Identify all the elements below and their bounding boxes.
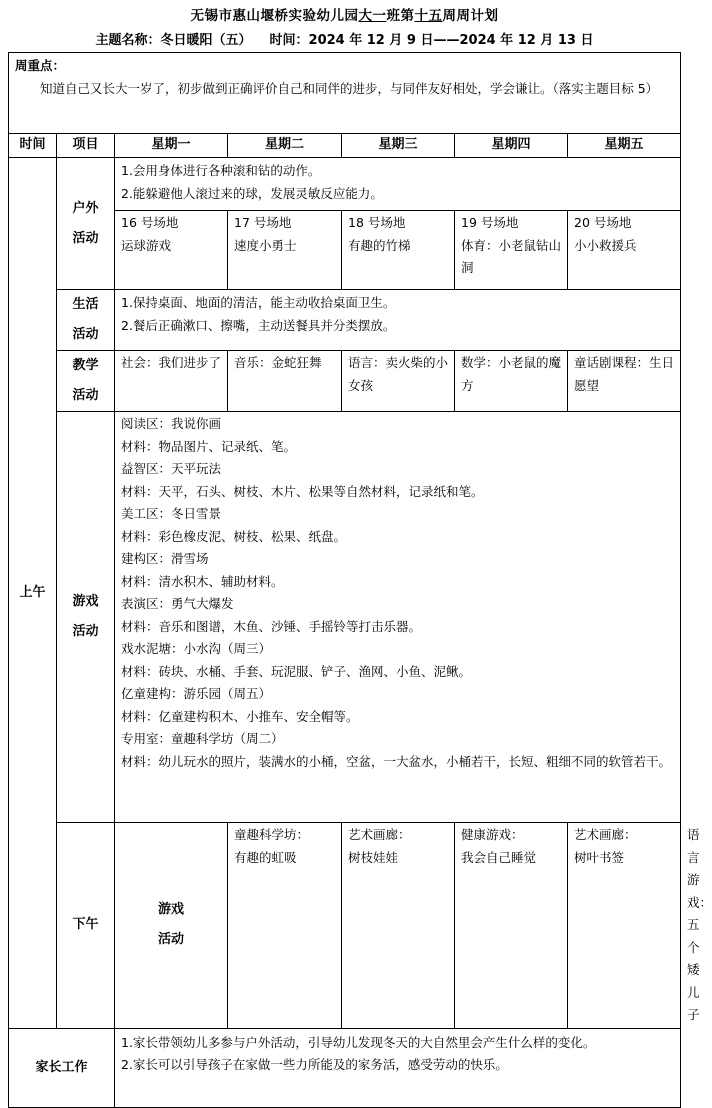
games-label-2: 活动 bbox=[72, 624, 99, 639]
subtitle bbox=[0, 29, 689, 48]
pm-wed-type: 健康游戏： bbox=[461, 827, 524, 842]
title-end: 周周计划 bbox=[442, 8, 499, 24]
outdoor-thu-activity: 体育：小老鼠钻山洞 bbox=[461, 237, 562, 275]
title-week: 十五 bbox=[414, 8, 443, 24]
teaching-label-1: 教学 bbox=[72, 358, 99, 373]
outdoor-fri bbox=[568, 211, 681, 290]
games-label bbox=[57, 412, 115, 823]
pm-games-label-1: 游戏 bbox=[157, 902, 184, 918]
teaching-thu: 数学：小老鼠的魔方 bbox=[455, 351, 568, 412]
games-line-6: 材料：彩色橡皮泥、树枝、松果、纸盘。 bbox=[121, 528, 347, 544]
teaching-tue: 音乐：金蛇狂舞 bbox=[228, 351, 342, 412]
pm-mon-type: 童趣科学坊： bbox=[234, 827, 310, 842]
outdoor-label-2: 活动 bbox=[72, 230, 99, 246]
pm-tue-activity: 树枝娃娃 bbox=[348, 849, 399, 865]
focus-text: 知道自己又长大一岁了，初步做到正确评价自己和同伴的进步，与同伴友好相处，学会谦让。（落实主题目标 5） bbox=[40, 80, 659, 96]
pm-mon bbox=[228, 823, 342, 1029]
games-line-11: 戏水泥塘：小水沟（周三） bbox=[121, 641, 272, 656]
games-line-1: 阅读区：我说你画 bbox=[121, 416, 222, 431]
games-content bbox=[115, 412, 681, 823]
games-line-14: 材料：亿童建构积木、小推车、安全帽等。 bbox=[121, 708, 359, 724]
outdoor-goal-2: 2.能躲避他人滚过来的球，发展灵敏反应能力。 bbox=[121, 185, 383, 201]
games-line-2: 材料：物品图片、记录纸、笔。 bbox=[121, 438, 297, 454]
games-line-15: 专用室：童趣科学坊（周二） bbox=[121, 731, 284, 746]
life-items bbox=[115, 290, 681, 351]
life-label bbox=[57, 290, 115, 351]
pm-tue bbox=[342, 823, 455, 1029]
outdoor-thu-field: 19 号场地 bbox=[461, 215, 519, 230]
teaching-wed: 语言：卖火柴的小女孩 bbox=[342, 351, 455, 412]
pm-wed bbox=[455, 823, 568, 1029]
outdoor-wed-activity: 有趣的竹梯 bbox=[348, 237, 411, 253]
col-fri: 星期五 bbox=[568, 134, 681, 158]
weekly-plan-table: 周重点： 知道自己又长大一岁了，初步做到正确评价自己和同伴的进步，与同伴友好相处，学会谦让。（落实主题目标 5） 时间 项目 星期一 星期二 星期三 星期四 星期五 上午 户外 活动 1.会用身体进行各种滚和钻的动作。 2.能躲避他人滚过来的球，发展灵敏反应能力。 16 号场地 运球游戏 17 号场地 速度小勇士 18 号场地 有趣的竹梯 19 号场地 体育：小老鼠钻山洞 20 号场地 小小救援兵 生活 活动 1.保持桌面、地面的清洁，能主动收拾桌面卫生。 2.餐后正确漱口、擦嘴，主动送餐具并分类摆放。 教学 活动 社会：我们进步了 音乐：金蛇狂舞 语言：卖火柴的小女孩 数学：小老鼠的魔方 童话剧课程：生日愿望 游戏 活动 阅读区：我说你画 材料：物品图片、记录纸、笔。 益智区：天平玩法 材料：天平，石头、树枝、木片、松果等自然材料，记录纸和笔。 美工区：冬日雪景 材料：彩色橡皮泥、树枝、松果、纸盘。 建构区：滑雪场 材料：清水积木、辅助材料。 表演区：勇气大爆发 材料：音乐和图谱，木鱼、沙锤、手摇铃等打击乐器。 戏水泥塘：小水沟（周三） 材料：砖块、水桶、手套、玩泥服、铲子、渔网、小鱼、泥鳅。 亿童建构：游乐园（周五） 材料：亿童建构积木、小推车、安全帽等。 专用室：童趣科学坊（周二） 材料：幼儿玩水的照片，装满水的小桶，空盆，一大盆水，小桶若干，长短、粗细不同的软管若干。 下午 游戏 活动 童趣科学坊： 有趣的虹吸 艺术画廊： 树枝娃娃 健康游戏： 我会自己睡觉 艺术画廊： 树叶书签 语言游戏： 五个矮儿子 家长工作 1.家长带领幼儿多参与户外活动，引导幼儿发现冬天的大自然里会产生什么样的变化。 2.家长可以引导孩子在家做一些力所能及的家务活，感受劳动的快乐。 bbox=[8, 52, 681, 1108]
parents-item-1: 1.家长带领幼儿多参与户外活动，引导幼儿发现冬天的大自然里会产生什么样的变化。 bbox=[121, 1034, 596, 1050]
pm-thu bbox=[568, 823, 681, 1029]
games-line-8: 材料：清水积木、辅助材料。 bbox=[121, 573, 284, 589]
page-title bbox=[0, 4, 689, 24]
col-wed: 星期三 bbox=[342, 134, 455, 158]
games-label-1: 游戏 bbox=[72, 594, 99, 609]
outdoor-fri-activity: 小小救援兵 bbox=[574, 237, 637, 253]
afternoon-label: 下午 bbox=[57, 823, 115, 1029]
outdoor-goals bbox=[115, 158, 681, 211]
outdoor-tue-activity: 速度小勇士 bbox=[234, 237, 297, 253]
outdoor-mon bbox=[115, 211, 228, 290]
col-item: 项目 bbox=[57, 134, 115, 158]
games-line-7: 建构区：滑雪场 bbox=[121, 551, 209, 566]
pm-thu-activity: 树叶书签 bbox=[574, 849, 625, 865]
games-line-3: 益智区：天平玩法 bbox=[121, 461, 222, 476]
games-line-5: 美工区：冬日雪景 bbox=[121, 506, 222, 521]
pm-tue-type: 艺术画廊： bbox=[348, 827, 411, 842]
col-mon: 星期一 bbox=[115, 134, 228, 158]
pm-games-label-2: 活动 bbox=[157, 932, 184, 948]
life-item-2: 2.餐后正确漱口、擦嘴，主动送餐具并分类摆放。 bbox=[121, 317, 396, 333]
parents-content bbox=[115, 1028, 681, 1107]
morning-label: 上午 bbox=[9, 158, 57, 1029]
title-class: 大一 bbox=[358, 8, 387, 24]
outdoor-tue-field: 17 号场地 bbox=[234, 215, 292, 230]
parents-label: 家长工作 bbox=[9, 1028, 115, 1107]
teaching-mon: 社会：我们进步了 bbox=[115, 351, 228, 412]
outdoor-goal-1: 1.会用身体进行各种滚和钻的动作。 bbox=[121, 163, 321, 178]
col-thu: 星期四 bbox=[455, 134, 568, 158]
outdoor-wed bbox=[342, 211, 455, 290]
life-label-2: 活动 bbox=[72, 327, 99, 342]
games-line-4: 材料：天平，石头、树枝、木片、松果等自然材料，记录纸和笔。 bbox=[121, 483, 484, 499]
outdoor-wed-field: 18 号场地 bbox=[348, 215, 406, 230]
teaching-label-2: 活动 bbox=[72, 388, 99, 403]
outdoor-label bbox=[57, 158, 115, 290]
focus-label: 周重点： bbox=[15, 58, 66, 73]
games-line-9: 表演区：勇气大爆发 bbox=[121, 596, 234, 611]
parents-item-2: 2.家长可以引导孩子在家做一些力所能及的家务活，感受劳动的快乐。 bbox=[121, 1057, 508, 1072]
col-tue: 星期二 bbox=[228, 134, 342, 158]
time-label: 时间：2024 年 12 月 9 日——2024 年 12 月 13 日 bbox=[269, 33, 594, 48]
games-line-13: 亿童建构：游乐园（周五） bbox=[121, 686, 272, 701]
teaching-fri: 童话剧课程：生日愿望 bbox=[568, 351, 681, 412]
life-item-1: 1.保持桌面、地面的清洁，能主动收拾桌面卫生。 bbox=[121, 295, 396, 310]
outdoor-mon-field: 16 号场地 bbox=[121, 215, 179, 230]
pm-wed-activity: 我会自己睡觉 bbox=[461, 849, 537, 865]
games-line-10: 材料：音乐和图谱，木鱼、沙锤、手摇铃等打击乐器。 bbox=[121, 618, 422, 634]
life-label-1: 生活 bbox=[72, 297, 99, 312]
games-line-12: 材料：砖块、水桶、手套、玩泥服、铲子、渔网、小鱼、泥鳅。 bbox=[121, 663, 472, 679]
outdoor-label-1: 户外 bbox=[72, 200, 99, 216]
pm-thu-type: 艺术画廊： bbox=[574, 827, 637, 842]
col-time: 时间 bbox=[9, 134, 57, 158]
pm-games-label bbox=[115, 823, 228, 1029]
outdoor-mon-activity: 运球游戏 bbox=[121, 237, 172, 253]
games-line-16: 材料：幼儿玩水的照片，装满水的小桶，空盆，一大盆水，小桶若干，长短、粗细不同的软管若干。 bbox=[121, 753, 672, 769]
teaching-label bbox=[57, 351, 115, 412]
outdoor-tue bbox=[228, 211, 342, 290]
outdoor-fri-field: 20 号场地 bbox=[574, 215, 632, 230]
pm-mon-activity: 有趣的虹吸 bbox=[234, 849, 297, 865]
week-focus-cell bbox=[9, 53, 681, 134]
title-mid: 班第 bbox=[386, 8, 415, 24]
outdoor-thu bbox=[455, 211, 568, 290]
theme-label: 主题名称：冬日暖阳（五） bbox=[95, 33, 252, 48]
title-school: 无锡市惠山堰桥实验幼儿园 bbox=[190, 8, 359, 24]
